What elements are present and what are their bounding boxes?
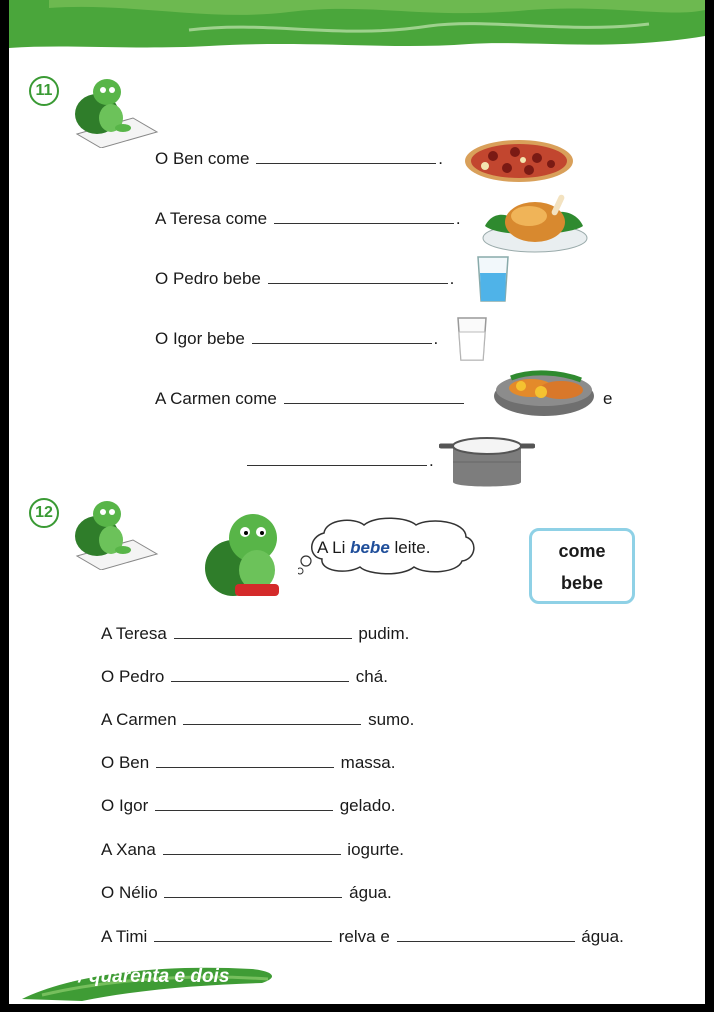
answer-blank[interactable]: [183, 710, 361, 725]
sentence-subject: O Ben: [101, 753, 150, 772]
answer-blank[interactable]: [252, 329, 432, 344]
answer-blank[interactable]: [171, 667, 349, 682]
answer-blank[interactable]: [256, 149, 436, 164]
thought-bubble-text: [317, 538, 430, 558]
sentence-object: chá.: [355, 667, 388, 686]
answer-blank[interactable]: [174, 624, 352, 639]
ex12-line-6: [101, 840, 404, 860]
ex12-line-1: [101, 624, 409, 644]
sentence-object: massa.: [340, 753, 396, 772]
sentence-text: A Carmen come: [155, 389, 277, 408]
ex11-line-1: [155, 149, 443, 169]
answer-blank[interactable]: [274, 209, 454, 224]
fish-dish-icon: [491, 366, 597, 420]
exercise-number-12: 12: [29, 498, 59, 528]
sentence-object: relva e: [338, 927, 390, 946]
sentence-end: .: [429, 451, 434, 470]
sentence-subject: O Igor: [101, 796, 149, 815]
glass-of-milk-icon: [455, 316, 489, 362]
word-bank-item: come: [558, 541, 606, 561]
exercise-number-11: 11: [29, 76, 59, 106]
ex11-line-5-end: [603, 389, 612, 409]
sentence-text: O Igor bebe: [155, 329, 245, 348]
ex12-line-2: [101, 667, 388, 687]
ex11-line-4: [155, 329, 438, 349]
sentence-subject: A Timi: [101, 927, 148, 946]
sentence-end: .: [449, 269, 455, 288]
ex11-line-3: [155, 269, 454, 289]
speech-text-after: leite.: [389, 538, 431, 557]
turtle-writing-icon: [67, 72, 159, 148]
sentence-object: pudim.: [358, 624, 410, 643]
sentence-end: .: [438, 149, 443, 168]
pizza-icon: [463, 138, 575, 184]
sentence-subject: O Pedro: [101, 667, 165, 686]
worksheet-page: [9, 0, 705, 1004]
turtle-writing-icon: [67, 494, 159, 570]
sentence-subject: A Xana: [101, 840, 156, 859]
answer-blank[interactable]: [156, 753, 334, 768]
answer-blank[interactable]: [397, 927, 575, 942]
sentence-subject: A Teresa: [101, 624, 167, 643]
sentence-end: .: [455, 209, 461, 228]
ex11-line-5: [155, 389, 466, 409]
glass-of-water-icon: [475, 255, 511, 303]
answer-blank[interactable]: [268, 269, 448, 284]
answer-blank[interactable]: [284, 389, 464, 404]
rice-pot-icon: [439, 432, 535, 492]
ex12-line-3: [101, 710, 414, 730]
ex12-line-7: [101, 883, 392, 903]
speech-bold-word: bebe: [350, 538, 390, 557]
sentence-text: A Teresa come: [155, 209, 268, 228]
ex11-line-2: [155, 209, 461, 229]
ex11-line-6: [245, 451, 434, 471]
sentence-object: iogurte.: [347, 840, 404, 859]
ex12-line-4: [101, 753, 395, 773]
sentence-text: O Ben come: [155, 149, 250, 168]
sentence-subject: A Carmen: [101, 710, 177, 729]
page-number-label: 42 / quarenta e dois: [52, 966, 230, 987]
conjunction-text: e: [603, 389, 613, 408]
word-bank: [529, 528, 635, 604]
top-green-band: [9, 0, 705, 50]
turtle-thinking-icon: [203, 508, 295, 600]
sentence-object: água.: [581, 927, 624, 946]
sentence-object: gelado.: [339, 796, 396, 815]
answer-blank[interactable]: [155, 796, 333, 811]
answer-blank[interactable]: [164, 883, 342, 898]
ex12-line-5: [101, 796, 396, 816]
sentence-text: O Pedro bebe: [155, 269, 261, 288]
answer-blank[interactable]: [163, 840, 341, 855]
answer-blank[interactable]: [154, 927, 332, 942]
answer-blank[interactable]: [247, 451, 427, 466]
speech-text-before: A Li: [317, 538, 351, 557]
sentence-object: sumo.: [368, 710, 415, 729]
word-bank-item: bebe: [560, 573, 603, 593]
sentence-subject: O Nélio: [101, 883, 158, 902]
roast-chicken-icon: [479, 186, 589, 254]
sentence-object: água.: [349, 883, 392, 902]
ex12-line-8: [101, 927, 624, 947]
sentence-end: .: [433, 329, 439, 348]
